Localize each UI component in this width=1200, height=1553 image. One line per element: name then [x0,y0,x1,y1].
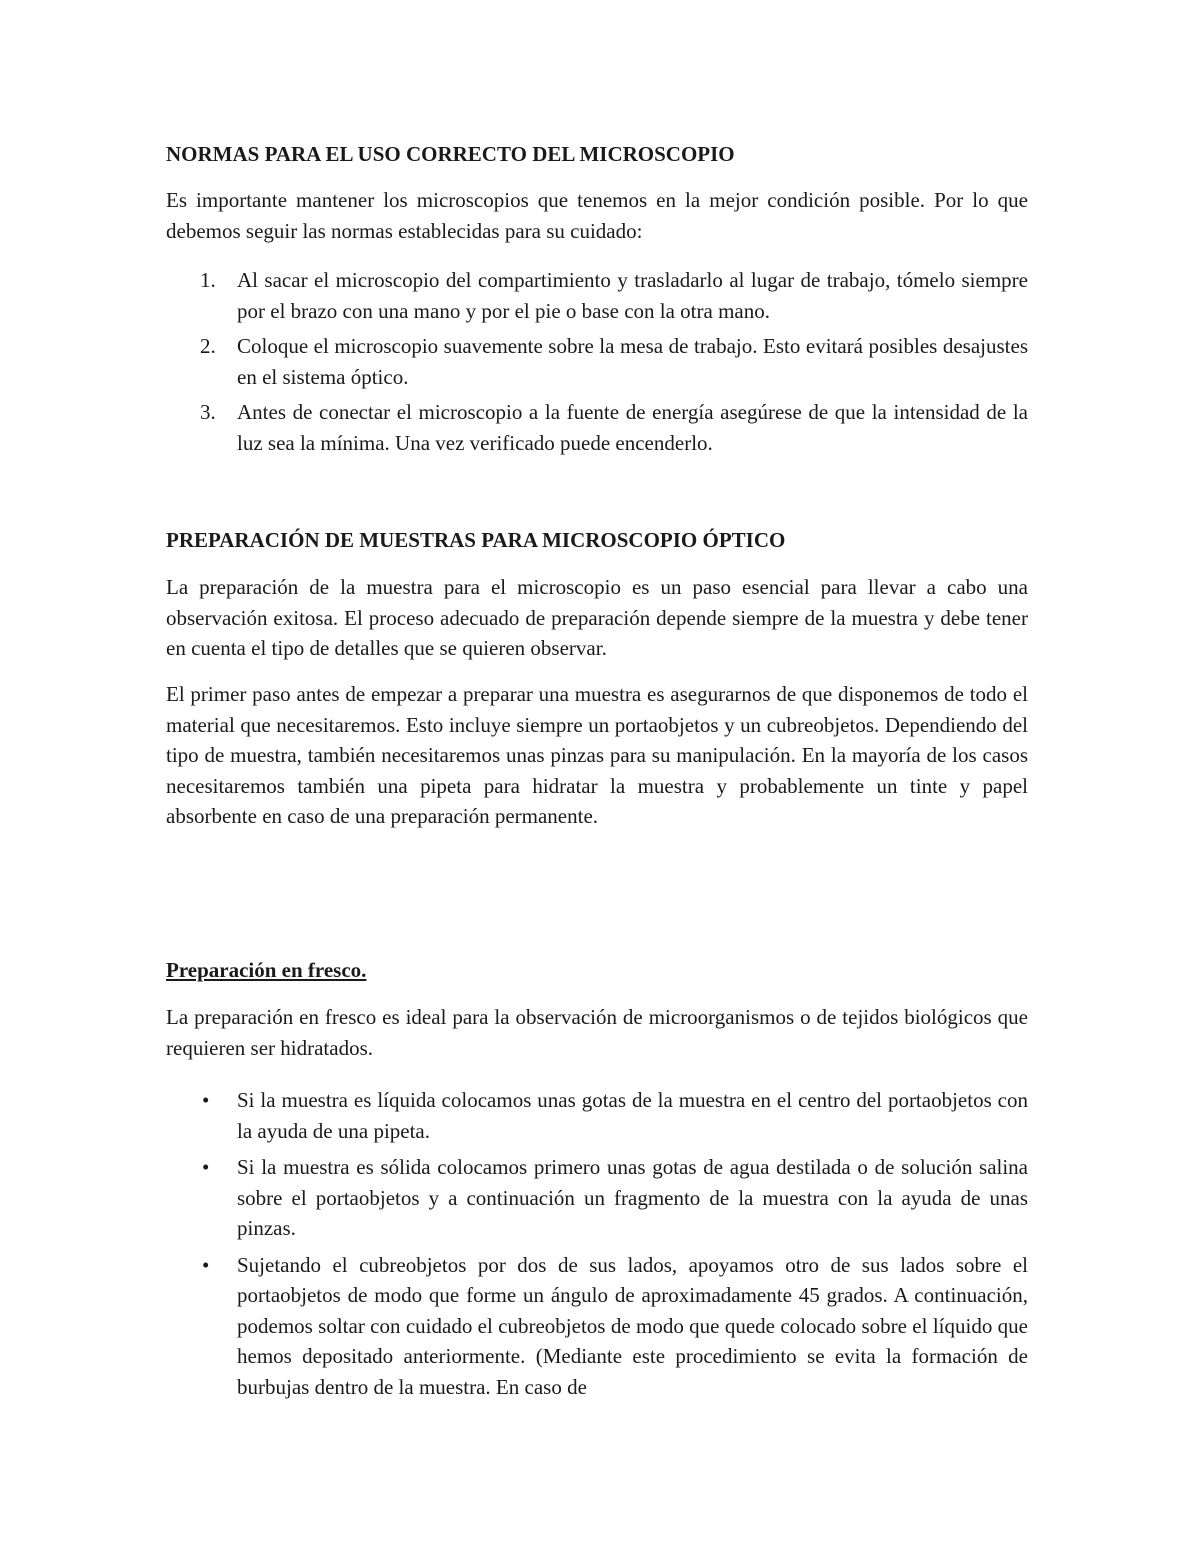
list-item [166,1085,1028,1146]
list-item-text: Si la muestra es sólida colocamos primero unas gotas de agua destilada o de solución salina sobre el portaobjetos y a continuación un fragmento de la muestra con la ayuda de unas pinzas. [237,1155,1028,1240]
section-title-preparacion: PREPARACIÓN DE MUESTRAS PARA MICROSCOPIO ÓPTICO [166,528,786,552]
list-item [166,331,1028,392]
paragraph-preparacion-2: El primer paso antes de empezar a preparar una muestra es asegurarnos de que disponemos de todo el material que necesitaremos. Esto incluye siempre un portaobjetos y un cubreobjetos. Dependiendo del tipo de muestra, también necesitaremos unas pinzas para su manipulación. En la mayoría de los casos necesitaremos también una pipeta para hidratar la muestra y probablemente un tinte y papel absorbente en caso de una preparación permanente. [166,682,1028,828]
list-item [166,1250,1028,1403]
list-number: 2. [200,334,216,358]
list-number: 3. [200,400,216,424]
list-item-text: Si la muestra es líquida colocamos unas gotas de la muestra en el centro del portaobjetos con la ayuda de una pipeta. [237,1088,1028,1143]
intro-paragraph-normas: Es importante mantener los microscopios que tenemos en la mejor condición posible. Por lo que debemos seguir las normas establecidas para su cuidado: [166,188,1028,243]
list-item-text: Al sacar el microscopio del compartimiento y trasladarlo al lugar de trabajo, tómelo siempre por el brazo con una mano y por el pie o base con la otra mano. [237,268,1028,323]
list-number: 1. [200,268,216,292]
list-item [166,265,1028,326]
bullet-list-fresco [166,1085,1028,1402]
list-item [166,1152,1028,1244]
section-title-normas: NORMAS PARA EL USO CORRECTO DEL MICROSCOPIO [166,142,735,166]
list-item [166,397,1028,458]
list-item-text: Coloque el microscopio suavemente sobre la mesa de trabajo. Esto evitará posibles desajustes en el sistema óptico. [237,334,1028,389]
bullet-icon: • [202,1088,210,1112]
list-item-text: Antes de conectar el microscopio a la fuente de energía asegúrese de que la intensidad de la luz sea la mínima. Una vez verificado puede encenderlo. [237,400,1028,455]
bullet-icon: • [202,1155,210,1179]
bullet-icon: • [202,1252,210,1277]
list-item-text: Sujetando el cubreobjetos por dos de sus lados, apoyamos otro de sus lados sobre el portaobjetos de modo que forme un ángulo de aproximadamente 45 grados. A continuación, podemos soltar con cuidado el cubreobjetos de modo que quede colocado sobre el líquido que hemos depositado anteriormente. (Mediante este procedimiento se evita la formación de burbujas dentro de la muestra. En caso de [237,1252,1028,1399]
intro-paragraph-fresco: La preparación en fresco es ideal para la observación de microorganismos o de tejidos biológicos que requieren ser hidratados. [166,1005,1028,1060]
paragraph-preparacion-1: La preparación de la muestra para el microscopio es un paso esencial para llevar a cabo una observación exitosa. El proceso adecuado de preparación depende siempre de la muestra y debe tener en cuenta el tipo de detalles que se quieren observar. [166,575,1028,660]
numbered-list-normas [166,265,1028,458]
section-title-fresco: Preparación en fresco. [166,958,367,982]
